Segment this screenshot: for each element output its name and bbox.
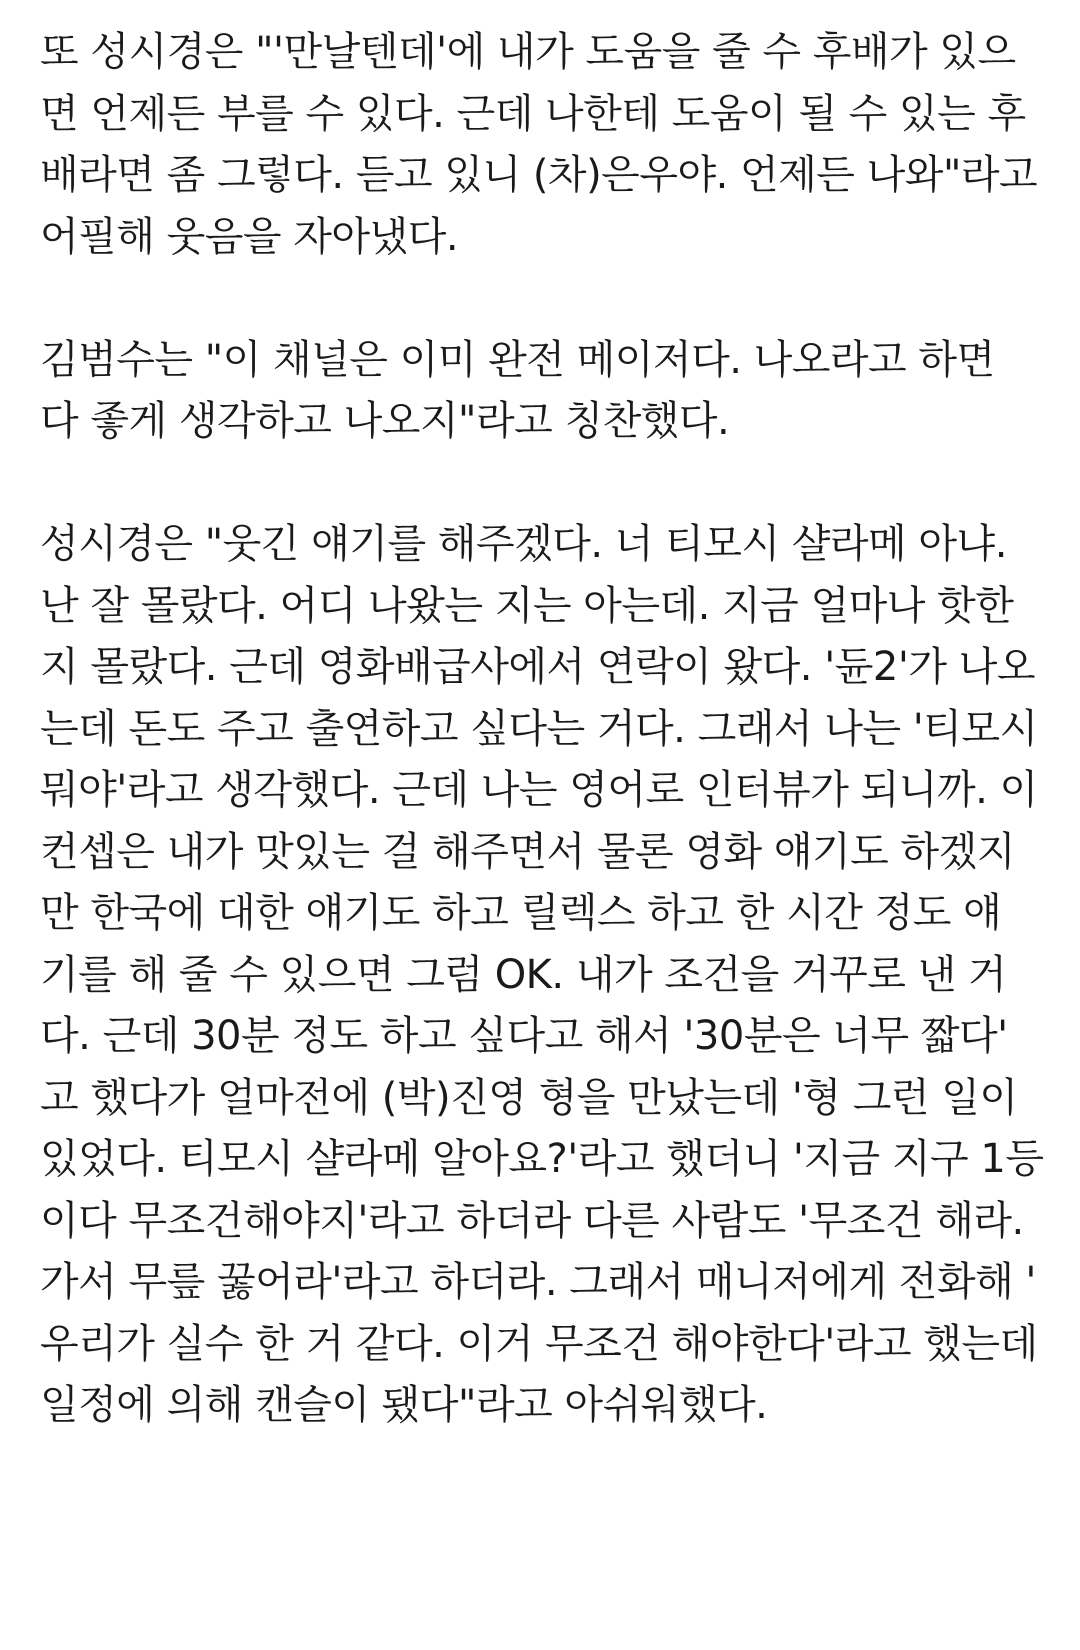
article-body xyxy=(40,22,1050,1437)
text-line: 일정에 의해 캔슬이 됐다"라고 아쉬워했다. xyxy=(40,1382,768,1428)
text-line: 컨셉은 내가 맛있는 걸 해주면서 물론 영화 얘기도 하겠지 xyxy=(40,828,1015,875)
text-line: 면 언제든 부를 수 있다. 근데 나한테 도움이 될 수 있는 후 xyxy=(40,90,1026,137)
text-line: 또 성시경은 "'만날텐데'에 내가 도움을 줄 수 후배가 있으 xyxy=(40,29,1016,75)
text-line: 우리가 실수 한 거 같다. 이거 무조건 해야한다'라고 했는데 xyxy=(40,1320,1038,1367)
paragraph-3 xyxy=(40,514,1050,1437)
text-line: 다. 근데 30분 정도 하고 싶다고 해서 '30분은 너무 짧다' xyxy=(40,1013,1008,1059)
text-line: 지 몰랐다. 근데 영화배급사에서 연락이 왔다. '듄2'가 나오 xyxy=(40,644,1035,690)
text-line: 김범수는 "이 채널은 이미 완전 메이저다. 나오라고 하면 xyxy=(40,336,995,383)
text-line: 다 좋게 생각하고 나오지"라고 칭찬했다. xyxy=(40,398,730,444)
paragraph-1 xyxy=(40,22,1050,268)
text-line: 이다 무조건해야지'라고 하더라 다른 사람도 '무조건 해라. xyxy=(40,1197,1024,1244)
text-line: 뭐야'라고 생각했다. 근데 나는 영어로 인터뷰가 되니까. 이 xyxy=(40,767,1038,813)
text-line: 성시경은 "웃긴 얘기를 해주겠다. 너 티모시 샬라메 아냐. xyxy=(40,521,1007,567)
text-line: 배라면 좀 그렇다. 듣고 있니 (차)은우야. 언제든 나와"라고 xyxy=(40,152,1038,198)
text-line: 어필해 웃음을 자아냈다. xyxy=(40,213,459,260)
text-line: 기를 해 줄 수 있으면 그럼 OK. 내가 조건을 거꾸로 낸 거 xyxy=(40,951,1007,998)
text-line: 고 했다가 얼마전에 (박)진영 형을 만났는데 '형 그런 일이 xyxy=(40,1074,1018,1121)
text-line: 가서 무릎 꿇어라'라고 하더라. 그래서 매니저에게 전화해 ' xyxy=(40,1259,1036,1305)
text-line: 는데 돈도 주고 출연하고 싶다는 거다. 그래서 나는 '티모시 xyxy=(40,705,1038,752)
paragraph-2 xyxy=(40,330,1050,453)
text-line: 있었다. 티모시 샬라메 알아요?'라고 했더니 '지금 지구 1등 xyxy=(40,1136,1044,1182)
text-line: 만 한국에 대한 얘기도 하고 릴렉스 하고 한 시간 정도 얘 xyxy=(40,890,1002,936)
text-line: 난 잘 몰랐다. 어디 나왔는 지는 아는데. 지금 얼마나 핫한 xyxy=(40,582,1014,629)
